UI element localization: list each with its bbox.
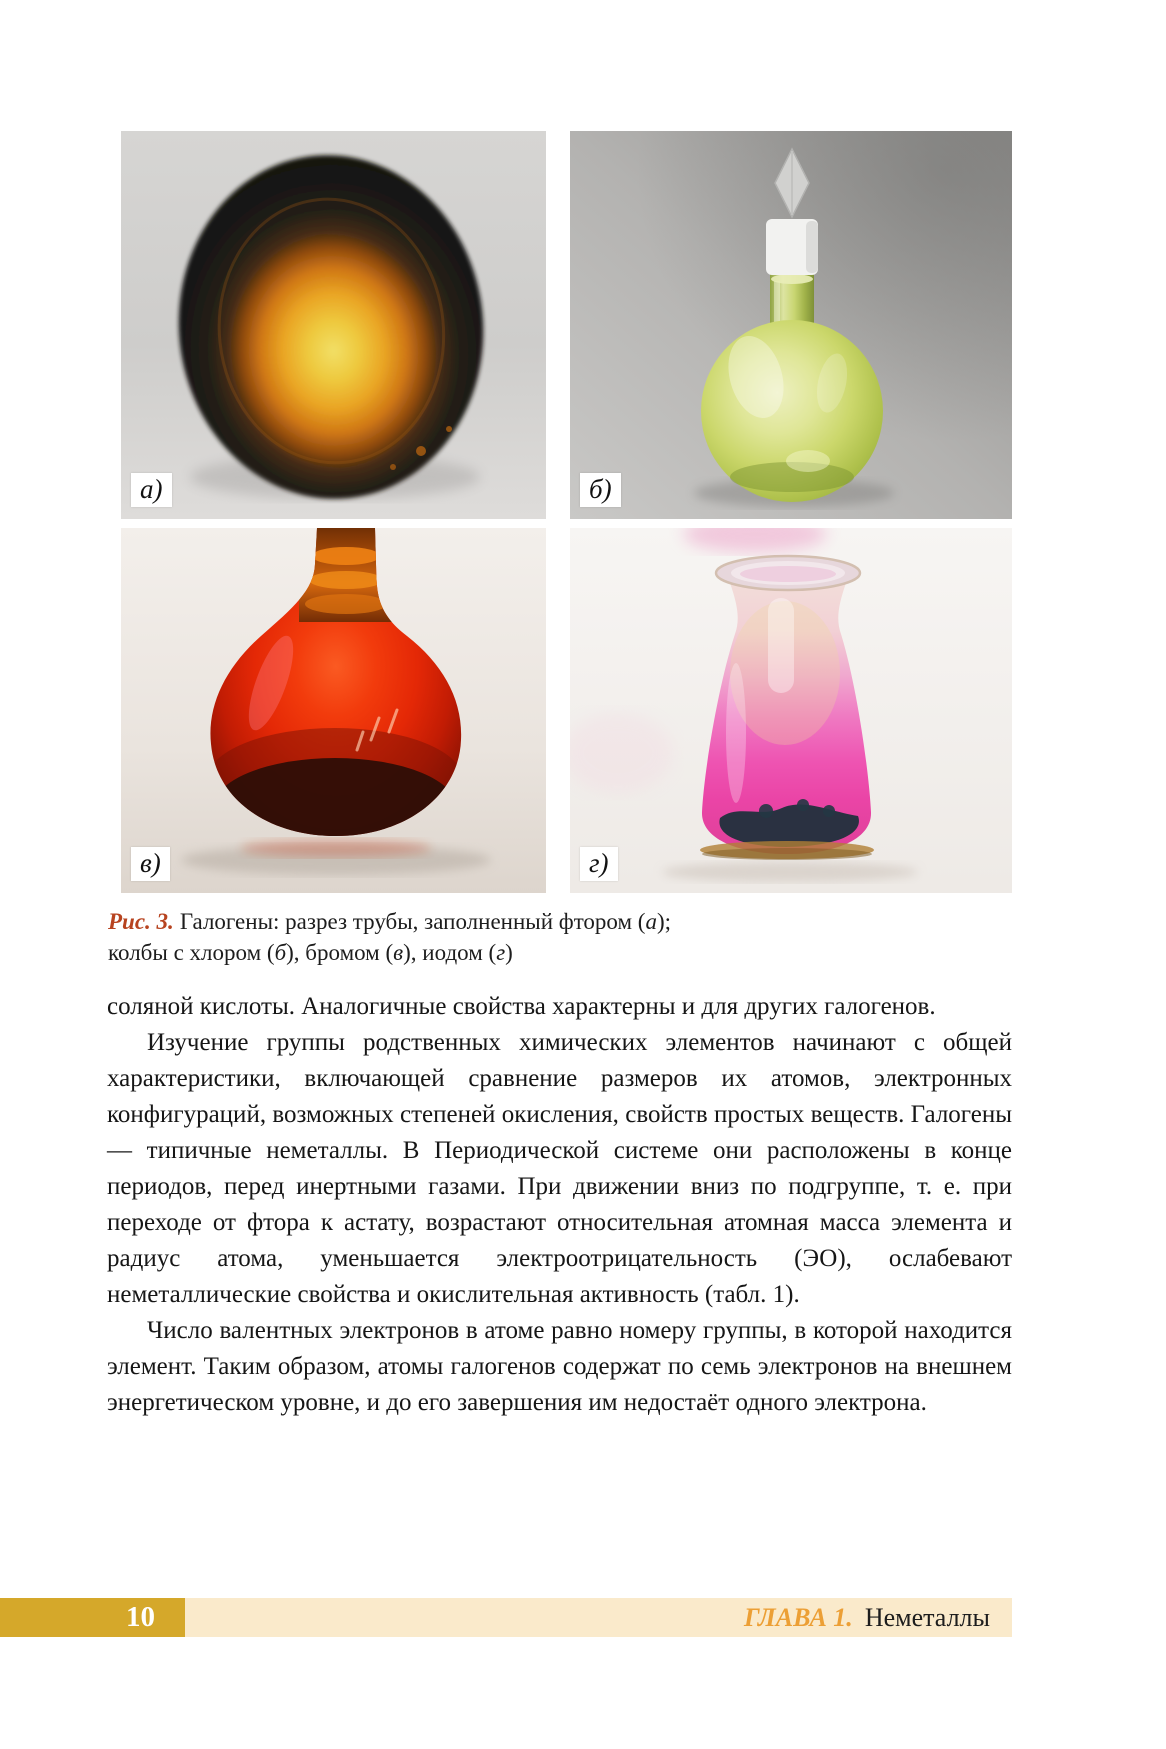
figure-caption <box>108 906 988 968</box>
body-paragraph-2: Изучение группы родственных химических элементов начинают с общей характеристики, включающей сравнение размеров их атомов, электронных конфигураций, возможных степеней окисления, свойств простых веществ. Галогены — типичные неметаллы. В Периодической системе они расположены в конце периодов, перед инертными газами. При движении вниз по подгруппе, т. е. при переходе от фтора к астату, возрастают относительная атомная масса элемента и радиус атома, уменьшается электроотрицательность (ЭО), ослабевают неметаллические свойства и окислительная активность (табл. 1). <box>107 1029 1012 1308</box>
photo-label-v: в) <box>131 847 170 881</box>
figure-caption-line-1: Рис. 3. Галогены: разрез трубы, заполненный фтором (а); <box>108 909 672 934</box>
figure-photo-grid <box>121 131 1012 893</box>
figure-caption-number: Рис. 3. <box>108 909 174 934</box>
body-paragraph-3: Число валентных электронов в атоме равно номеру группы, в которой находится элемент. Таким образом, атомы галогенов содержат по семь электронов на внешнем энергетическом уровне, и до его завершения им недостаёт одного электрона. <box>107 1317 1012 1416</box>
photo-bromine-flask <box>121 528 546 893</box>
body-paragraph-1: соляной кислоты. Аналогичные свойства характерны и для других галогенов. <box>107 993 936 1020</box>
page-number-box <box>0 1598 185 1637</box>
chapter-label: ГЛАВА 1. <box>744 1602 853 1632</box>
photo-label-g: г) <box>580 847 618 881</box>
body-text <box>107 989 1012 1421</box>
figure-caption-line-2: колбы с хлором (б), бромом (в), иодом (г) <box>108 940 513 965</box>
footer-bar <box>0 1598 1012 1637</box>
chlorine-flask-image <box>570 131 1012 519</box>
fluorine-tube-image <box>121 131 546 519</box>
photo-label-b: б) <box>580 473 621 507</box>
photo-fluorine-tube <box>121 131 546 519</box>
photo-label-a: а) <box>131 473 172 507</box>
photo-chlorine-flask <box>570 131 1012 519</box>
iodine-flask-image <box>570 528 1012 893</box>
photo-iodine-flask <box>570 528 1012 893</box>
bromine-flask-image <box>121 528 546 893</box>
page-number: 10 <box>126 1601 155 1633</box>
chapter-title: Неметаллы <box>864 1602 990 1632</box>
chapter-header-bar <box>185 1598 1012 1637</box>
